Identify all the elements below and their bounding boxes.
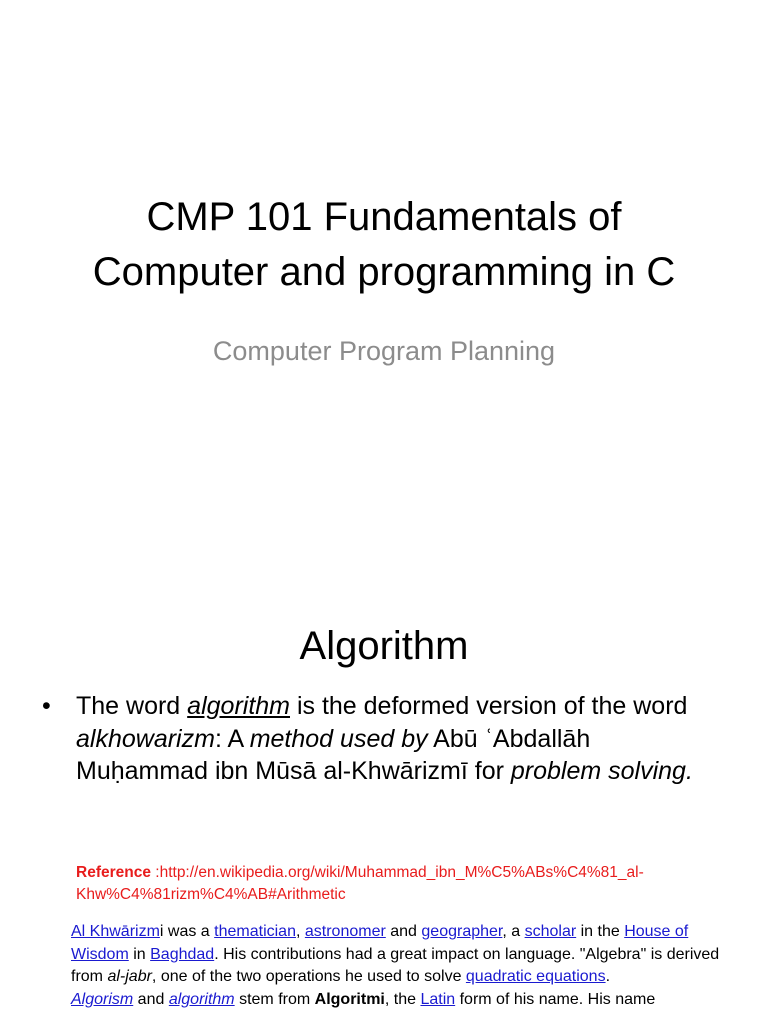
wiki-text: form of his name. His name — [455, 990, 656, 1008]
slide-algorithm — [0, 576, 768, 1024]
reference-note — [76, 862, 736, 906]
slide-subtitle: Computer Program Planning — [212, 336, 556, 366]
wiki-text: , one of the two operations he used to solve — [151, 968, 466, 985]
algoritmi-term: Algoritmi — [314, 990, 385, 1008]
title-line-1: CMP 101 Fundamentals of — [146, 195, 622, 239]
bullet-text-part: is the deformed version of the word — [290, 692, 688, 720]
problem-solving: problem solving. — [510, 757, 693, 785]
bullet-dot: • — [42, 692, 51, 720]
wiki-text: , — [295, 923, 305, 940]
wiki-text: , a — [502, 923, 525, 940]
wiki-text: stem from — [234, 990, 315, 1008]
link-scholar[interactable]: scholar — [524, 923, 577, 940]
wiki-text: . His contributions had a great impact on language. "Algebra" is derived from — [71, 945, 720, 985]
reference-url: :http://en.wikipedia.org/wiki/Muhammad_ibn_M%C5%ABs%C4%81_al-Khw%C4%81rizm%C4%AB#Arithmetic — [76, 864, 644, 903]
bullet-text-part: : A — [214, 724, 250, 753]
link-astronomer[interactable]: astronomer — [304, 923, 386, 940]
title-line-2: Computer and programming in C — [92, 250, 676, 294]
bullet-item — [42, 690, 722, 788]
link-quadratic-equations[interactable]: quadratic equations — [465, 968, 606, 985]
bullet-text — [76, 690, 722, 788]
algorithm-term: algorithm — [187, 692, 290, 720]
wiki-text: . — [605, 968, 611, 985]
bullet-text-part: The word — [76, 692, 188, 720]
slide-title-heading — [0, 190, 768, 300]
link-algorithm[interactable]: algorithm — [168, 990, 235, 1008]
alkhowarizm-term: alkhowarizm — [76, 724, 215, 753]
wiki-text: and — [385, 923, 422, 940]
bullet-text-part: Abū ʿAbdallāh Muḥammad ibn Mūsā al-Khwārizmī for — [76, 724, 591, 785]
wiki-text: , the — [384, 990, 421, 1008]
wiki-excerpt — [71, 921, 721, 1011]
al-jabr-term: al-jabr — [107, 968, 152, 985]
link-algorism[interactable]: Algorism — [71, 990, 134, 1008]
link-house-of-wisdom[interactable]: House of Wisdom — [71, 923, 689, 963]
link-al-khwarizmi[interactable]: Al Khwārizm — [71, 923, 160, 940]
wiki-text: in — [128, 945, 151, 963]
link-mathematician[interactable]: thematician — [214, 923, 296, 940]
wiki-text: in the — [576, 923, 625, 940]
method-used-by: method used by — [249, 724, 428, 753]
link-baghdad[interactable]: Baghdad — [150, 945, 215, 963]
reference-label: Reference — [76, 864, 151, 881]
wiki-text: and — [133, 990, 169, 1008]
algorithm-heading: Algorithm — [299, 624, 469, 668]
link-geographer[interactable]: geographer — [421, 923, 503, 940]
link-latin[interactable]: Latin — [420, 990, 456, 1008]
wiki-text: i was a — [159, 923, 215, 940]
